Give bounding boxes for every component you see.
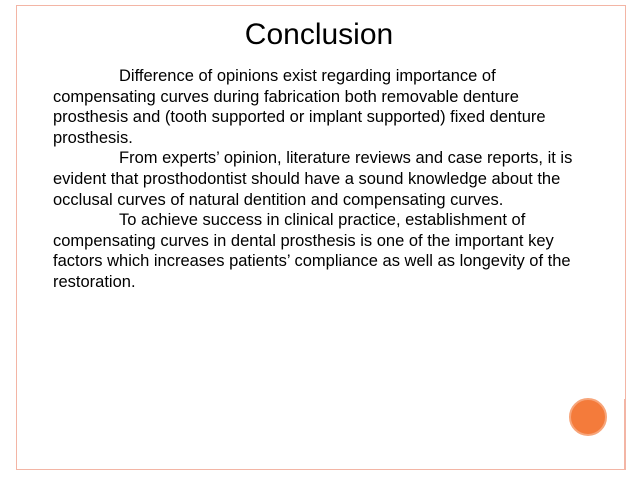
paragraph-3-line-1: To achieve success in clinical practice, establishment of xyxy=(119,211,526,230)
paragraph-3-line-4: restoration. xyxy=(53,272,136,291)
slide-body xyxy=(53,66,619,293)
paragraph-2-line-1: From experts’ opinion, literature reviews and case reports, it is xyxy=(119,149,573,168)
paragraph-3-line-2: compensating curves in dental prosthesis is one of the important key xyxy=(53,231,554,250)
paragraph-2-line-2: evident that prosthodontist should have a sound knowledge about the xyxy=(53,169,561,188)
paragraph-1-line-1: Difference of opinions exist regarding importance of xyxy=(119,67,496,85)
paragraph-1-line-2: compensating curves during fabrication both removable denture xyxy=(53,87,519,106)
paragraph-1-line-3: prosthesis and (tooth supported or implant supported) fixed denture xyxy=(53,108,546,127)
slide-title: Conclusion xyxy=(244,18,394,51)
orange-circle-decoration xyxy=(569,398,607,436)
paragraph-1-line-4: prosthesis. xyxy=(53,128,133,147)
paragraph-2-line-3: occlusal curves of natural dentition and compensating curves. xyxy=(53,190,504,209)
frame-corner-accent xyxy=(624,399,625,469)
paragraph-3-line-3: factors which increases patients’ compliance as well as longevity of the xyxy=(53,252,571,271)
